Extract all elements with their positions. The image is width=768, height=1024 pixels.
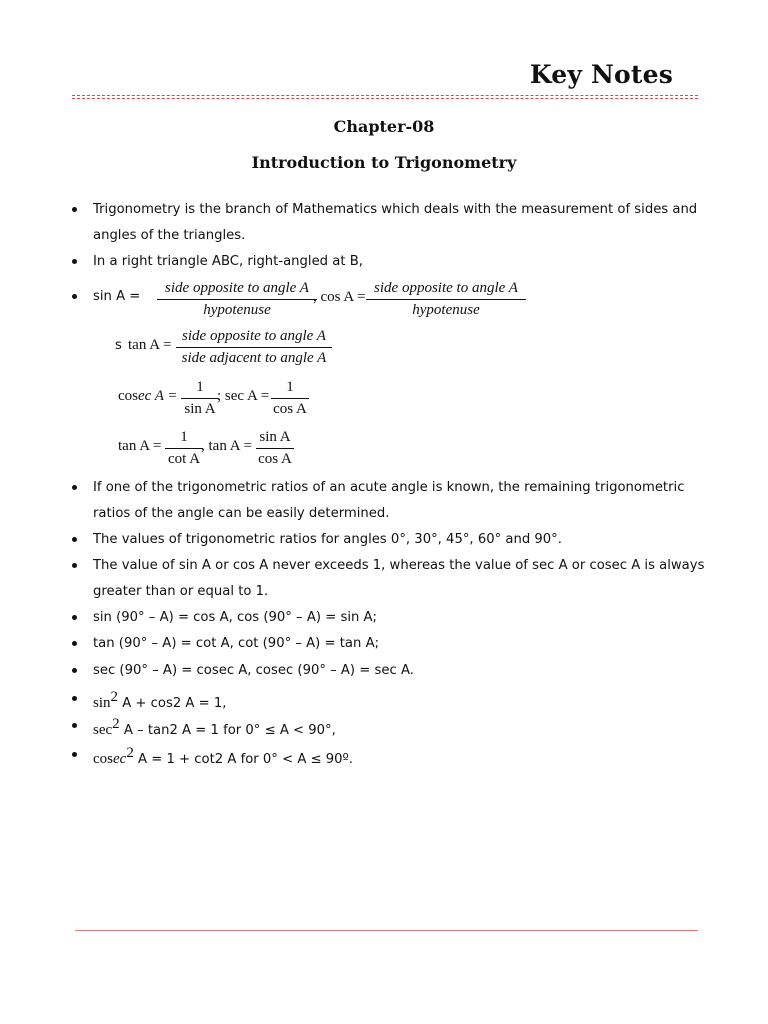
identity-line: [93, 716, 336, 739]
cosec-label: [118, 388, 178, 405]
bullet-icon: [72, 696, 80, 704]
bullet-text: sin (90° – A) = cos A, cos (90° – A) = sin A;: [93, 610, 377, 625]
bullet-icon: [72, 259, 80, 267]
cosec-label-b: ec A =: [138, 388, 178, 404]
fraction-denominator: side adjacent to angle A: [176, 347, 332, 367]
bullet-icon: [72, 668, 80, 676]
bullet-icon: [72, 294, 80, 302]
identity-function: cos: [93, 751, 113, 767]
bullet-text-continuation: angles of the triangles.: [93, 228, 246, 243]
sin-fraction: [157, 280, 317, 319]
identity-exponent: 2: [126, 745, 134, 761]
bullet-text: The values of trigonometric ratios for angles 0°, 30°, 45°, 60° and 90°.: [93, 532, 562, 547]
bullet-icon: [72, 563, 80, 571]
fraction-numerator: side opposite to angle A: [165, 280, 309, 296]
bullet-text-continuation: ratios of the angle can be easily determined.: [93, 506, 390, 521]
bullet-icon: [72, 752, 80, 760]
bullet-icon: [72, 615, 80, 623]
bullet-icon: [72, 537, 80, 545]
fraction-numerator: 1: [180, 429, 188, 445]
fraction-denominator: sin A: [181, 398, 219, 418]
fraction-denominator: hypotenuse: [157, 299, 317, 319]
bullet-text: The value of sin A or cos A never exceeds 1, whereas the value of sec A or cosec A is always: [93, 558, 705, 573]
bullet-icon: [72, 485, 80, 493]
identity-line: [93, 745, 353, 768]
tan-label: tan A =: [128, 337, 172, 353]
bullet-text: Trigonometry is the branch of Mathematics which deals with the measurement of sides and: [93, 202, 698, 217]
bullet-icon: [72, 207, 80, 215]
bullet-text: sin A =: [93, 289, 141, 304]
bullet-icon: [72, 641, 80, 649]
bullet-text: tan (90° – A) = cot A, cot (90° – A) = tan A;: [93, 636, 380, 651]
fraction-numerator: side opposite to angle A: [374, 280, 518, 296]
chapter-heading: Chapter-08: [333, 117, 435, 136]
identity-exponent: 2: [112, 716, 120, 732]
bullet-text: If one of the trigonometric ratios of an acute angle is known, the remaining trigonometric: [93, 480, 685, 495]
cos-label: , cos A =: [313, 289, 366, 305]
bullet-text-continuation: greater than or equal to 1.: [93, 584, 269, 599]
tan-prefix: s: [115, 338, 122, 353]
fraction-denominator: cot A: [165, 448, 203, 468]
bullet-text: sec (90° – A) = cosec A, cosec (90° – A) = sec A.: [93, 663, 414, 678]
fraction-denominator: cos A: [256, 448, 294, 468]
tan-fraction: [176, 328, 332, 367]
identity-text: A – tan2 A = 1 for 0° ≤ A < 90°,: [119, 723, 336, 738]
identity-function: sin: [93, 695, 111, 711]
fraction-numerator: 1: [196, 379, 204, 395]
fraction-numerator: 1: [286, 379, 294, 395]
cosec-label-a: cos: [118, 388, 138, 404]
fraction-denominator: cos A: [271, 398, 309, 418]
identity-function-italic: ec: [113, 751, 127, 767]
cosec-fraction: [181, 379, 219, 418]
bullet-text: In a right triangle ABC, right-angled at B,: [93, 254, 363, 269]
fraction-numerator: side opposite to angle A: [182, 328, 326, 344]
cos-fraction: [366, 280, 526, 319]
page-header-title: Key Notes: [529, 60, 673, 89]
chapter-title: Introduction to Trigonometry: [251, 153, 517, 172]
tan-cot-label: tan A =: [118, 438, 162, 454]
tan-sincos-label: , tan A =: [201, 438, 252, 454]
footer-divider: [75, 930, 698, 931]
identity-exponent: 2: [110, 689, 119, 705]
sec-label: ; sec A =: [217, 388, 270, 404]
identity-function: sec: [93, 722, 113, 738]
fraction-denominator: hypotenuse: [366, 299, 526, 319]
sec-fraction: [271, 379, 309, 418]
header-divider-secondary: [72, 98, 698, 99]
tan-cot-fraction: [165, 429, 203, 468]
identity-line: [93, 689, 226, 712]
bullet-icon: [72, 723, 80, 731]
fraction-numerator: sin A: [259, 429, 291, 445]
identity-text: A + cos2 A = 1,: [118, 696, 227, 711]
tan-sincos-fraction: [256, 429, 294, 468]
header-divider: [72, 95, 698, 96]
identity-text: A = 1 + cot2 A for 0° < A ≤ 90º.: [133, 752, 353, 767]
